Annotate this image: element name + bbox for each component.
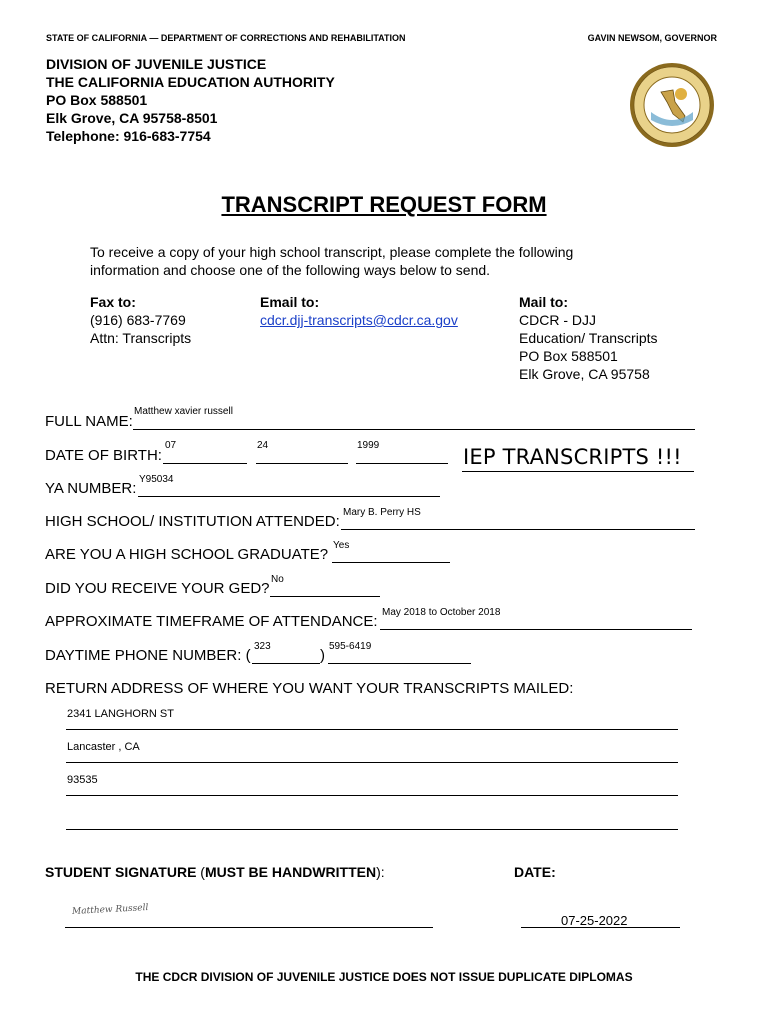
timeframe-value[interactable]: May 2018 to October 2018 — [382, 607, 501, 618]
phone-number[interactable]: 595-6419 — [329, 641, 372, 652]
agency-telephone: Telephone: 916-683-7754 — [46, 128, 211, 144]
dob-day[interactable]: 24 — [257, 440, 269, 451]
address-line-4 — [66, 829, 678, 830]
mail-column — [519, 293, 658, 383]
dob-month-line — [163, 463, 247, 464]
email-column — [260, 293, 458, 329]
return-address-line-2[interactable]: Lancaster , CA — [67, 741, 140, 753]
high-school-value[interactable]: Mary B. Perry HS — [343, 507, 421, 518]
intro-line-2: information and choose one of the following ways below to send. — [90, 262, 491, 278]
date-line — [521, 927, 680, 928]
ged-line — [270, 596, 380, 597]
dob-day-line — [256, 463, 348, 464]
timeframe-label: APPROXIMATE TIMEFRAME OF ATTENDANCE: — [45, 613, 378, 630]
return-address-label: RETURN ADDRESS OF WHERE YOU WANT YOUR TRANSCRIPTS MAILED: — [45, 680, 574, 697]
iep-transcripts-note: IEP TRANSCRIPTS !!! — [463, 445, 682, 469]
signature-paren-close: ): — [376, 864, 385, 880]
signature-label — [45, 864, 385, 880]
mail-line-3: PO Box 588501 — [519, 348, 618, 364]
footer-notice: THE CDCR DIVISION OF JUVENILE JUSTICE DOES NOT ISSUE DUPLICATE DIPLOMAS — [135, 970, 633, 984]
ya-number-line — [138, 496, 440, 497]
graduate-line — [332, 562, 450, 563]
fax-attn: Attn: Transcripts — [90, 330, 192, 346]
intro-text — [90, 243, 573, 279]
mail-line-4: Elk Grove, CA 95758 — [519, 366, 650, 382]
high-school-line — [341, 529, 695, 530]
date-value[interactable]: 07-25-2022 — [561, 913, 628, 928]
dob-year[interactable]: 1999 — [357, 440, 380, 451]
dob-label: DATE OF BIRTH: — [45, 447, 162, 464]
fax-column — [90, 293, 191, 347]
return-address-line-1[interactable]: 2341 LANGHORN ST — [67, 708, 174, 720]
mail-line-1: CDCR - DJJ — [519, 312, 596, 328]
timeframe-line — [380, 629, 692, 630]
agency-block — [46, 55, 335, 145]
phone-number-line — [328, 663, 471, 664]
phone-area-code[interactable]: 323 — [254, 641, 271, 652]
high-school-label: HIGH SCHOOL/ INSTITUTION ATTENDED: — [45, 513, 340, 530]
ya-number-label: YA NUMBER: — [45, 480, 137, 497]
full-name-value[interactable]: Matthew xavier russell — [134, 406, 233, 417]
full-name-label: FULL NAME: — [45, 413, 133, 430]
dob-year-line — [356, 463, 448, 464]
agency-division: DIVISION OF JUVENILE JUSTICE — [46, 56, 267, 72]
fax-heading: Fax to: — [90, 294, 136, 310]
iep-underline — [462, 471, 694, 472]
address-line-1 — [66, 729, 678, 730]
student-signature[interactable]: Matthew Russell — [71, 903, 149, 917]
graduate-label: ARE YOU A HIGH SCHOOL GRADUATE? — [45, 546, 329, 563]
signature-label-main: STUDENT SIGNATURE — [45, 864, 197, 880]
mail-line-2: Education/ Transcripts — [519, 330, 658, 346]
email-link[interactable]: cdcr.djj-transcripts@cdcr.ca.gov — [260, 312, 458, 328]
date-label: DATE: — [514, 864, 556, 880]
return-address-line-3[interactable]: 93535 — [67, 774, 98, 786]
signature-line — [65, 927, 433, 928]
address-line-2 — [66, 762, 678, 763]
signature-paren-open: ( — [196, 864, 205, 880]
fax-number: (916) 683-7769 — [90, 312, 186, 328]
intro-line-1: To receive a copy of your high school transcript, please complete the following — [90, 244, 574, 260]
mail-heading: Mail to: — [519, 294, 568, 310]
header-agency-line: STATE OF CALIFORNIA — DEPARTMENT OF CORRECTIONS AND REHABILITATION — [46, 33, 406, 43]
ged-label: DID YOU RECEIVE YOUR GED? — [45, 580, 270, 597]
graduate-value[interactable]: Yes — [333, 540, 350, 551]
phone-close-paren: ) — [320, 647, 325, 664]
ya-number-value[interactable]: Y95034 — [139, 474, 174, 485]
signature-label-handwritten: MUST BE HANDWRITTEN — [204, 864, 377, 880]
agency-city: Elk Grove, CA 95758-8501 — [46, 110, 218, 126]
page-title: TRANSCRIPT REQUEST FORM — [221, 192, 547, 217]
ged-value[interactable]: No — [271, 574, 284, 585]
agency-authority: THE CALIFORNIA EDUCATION AUTHORITY — [46, 74, 335, 90]
phone-label: DAYTIME PHONE NUMBER: ( — [45, 647, 251, 664]
cdcr-seal-icon — [629, 62, 715, 148]
agency-po-box: PO Box 588501 — [46, 92, 148, 108]
phone-area-line — [252, 663, 320, 664]
email-heading: Email to: — [260, 294, 320, 310]
dob-month[interactable]: 07 — [165, 440, 177, 451]
header-governor: GAVIN NEWSOM, GOVERNOR — [587, 33, 717, 43]
address-line-3 — [66, 795, 678, 796]
full-name-line — [133, 429, 695, 430]
